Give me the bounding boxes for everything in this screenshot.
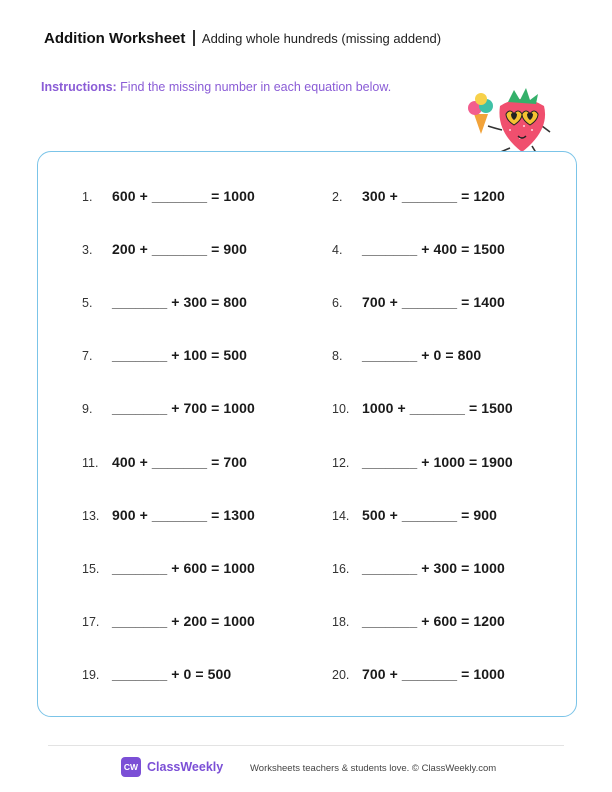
problem-item xyxy=(332,347,481,363)
problem-number: 1. xyxy=(82,190,93,204)
problem-number: 13. xyxy=(82,508,100,523)
problem-number: 6. xyxy=(332,296,343,311)
problem-item xyxy=(82,400,255,416)
problem-equation: _______ + 1000 = 1900 xyxy=(362,453,513,470)
problem-item xyxy=(332,560,505,576)
problem-number: 7. xyxy=(82,349,93,364)
problem-item xyxy=(82,241,247,257)
problem-item xyxy=(332,454,513,470)
footer-divider xyxy=(48,745,564,746)
problem-equation: 600 + _______ = 1000 xyxy=(112,188,255,204)
strawberry-with-ice-cream-icon xyxy=(458,86,558,160)
problems-frame xyxy=(37,151,577,717)
problem-equation: 700 + _______ = 1000 xyxy=(362,665,505,682)
problem-item xyxy=(332,294,505,310)
instructions-text: Find the missing number in each equation below. xyxy=(116,80,392,94)
problem-item xyxy=(332,241,505,257)
problem-number: 5. xyxy=(82,296,93,311)
problem-equation: _______ + 600 = 1000 xyxy=(112,559,255,576)
logo-text: ClassWeekly xyxy=(147,760,224,774)
problem-item xyxy=(82,507,255,523)
problem-equation: 200 + _______ = 900 xyxy=(112,241,248,258)
problem-equation: _______ + 600 = 1200 xyxy=(362,612,505,629)
problem-number: 15. xyxy=(82,561,100,576)
problem-number: 12. xyxy=(332,455,350,470)
problem-equation: _______ + 100 = 500 xyxy=(112,347,248,364)
problem-item xyxy=(82,294,247,310)
problem-equation: _______ + 300 = 1000 xyxy=(362,559,505,576)
problem-number: 4. xyxy=(332,243,343,258)
title-divider xyxy=(193,30,195,46)
problem-equation: 300 + _______ = 1200 xyxy=(362,188,505,204)
worksheet-subtitle: Adding whole hundreds (missing addend) xyxy=(201,30,442,46)
problem-equation: _______ + 0 = 500 xyxy=(112,665,232,682)
problem-item xyxy=(82,454,247,470)
problem-item xyxy=(82,188,255,204)
problem-item xyxy=(332,666,505,682)
problem-number: 17. xyxy=(82,614,100,629)
worksheet-header xyxy=(44,28,441,48)
instructions xyxy=(41,80,391,94)
instructions-label: Instructions: xyxy=(41,80,117,94)
problem-number: 18. xyxy=(332,614,350,629)
problem-item xyxy=(82,613,255,629)
problem-equation: 900 + _______ = 1300 xyxy=(112,506,255,523)
problem-equation: _______ + 0 = 800 xyxy=(362,347,482,364)
logo-badge: CW xyxy=(121,757,141,777)
problem-item xyxy=(82,560,255,576)
problem-equation: _______ + 300 = 800 xyxy=(112,294,248,311)
problem-item xyxy=(82,347,247,363)
problem-number: 11. xyxy=(82,455,99,470)
problem-number: 16. xyxy=(332,561,350,576)
problem-item xyxy=(332,507,497,523)
problem-number: 8. xyxy=(332,349,343,364)
problem-number: 3. xyxy=(82,243,93,258)
problem-equation: _______ + 400 = 1500 xyxy=(362,241,505,258)
worksheet-title: Addition Worksheet xyxy=(44,29,186,47)
problem-item xyxy=(332,613,505,629)
problem-equation: 400 + _______ = 700 xyxy=(112,453,248,470)
problem-number: 14. xyxy=(332,508,350,523)
footer-tagline: Worksheets teachers & students love. © ClassWeekly.com xyxy=(250,763,497,774)
problem-number: 19. xyxy=(82,667,100,682)
problem-item xyxy=(332,188,505,204)
problem-number: 20. xyxy=(332,667,350,682)
problem-number: 2. xyxy=(332,190,343,204)
problem-equation: _______ + 700 = 1000 xyxy=(112,400,255,417)
problem-item xyxy=(332,400,513,416)
problem-equation: _______ + 200 = 1000 xyxy=(112,612,255,629)
problem-equation: 500 + _______ = 900 xyxy=(362,506,498,523)
problem-item xyxy=(82,666,231,682)
problem-equation: 700 + _______ = 1400 xyxy=(362,294,505,311)
problem-equation: 1000 + _______ = 1500 xyxy=(362,400,513,417)
classweekly-logo xyxy=(121,757,223,777)
problem-number: 9. xyxy=(82,402,93,417)
problem-number: 10. xyxy=(332,402,350,417)
